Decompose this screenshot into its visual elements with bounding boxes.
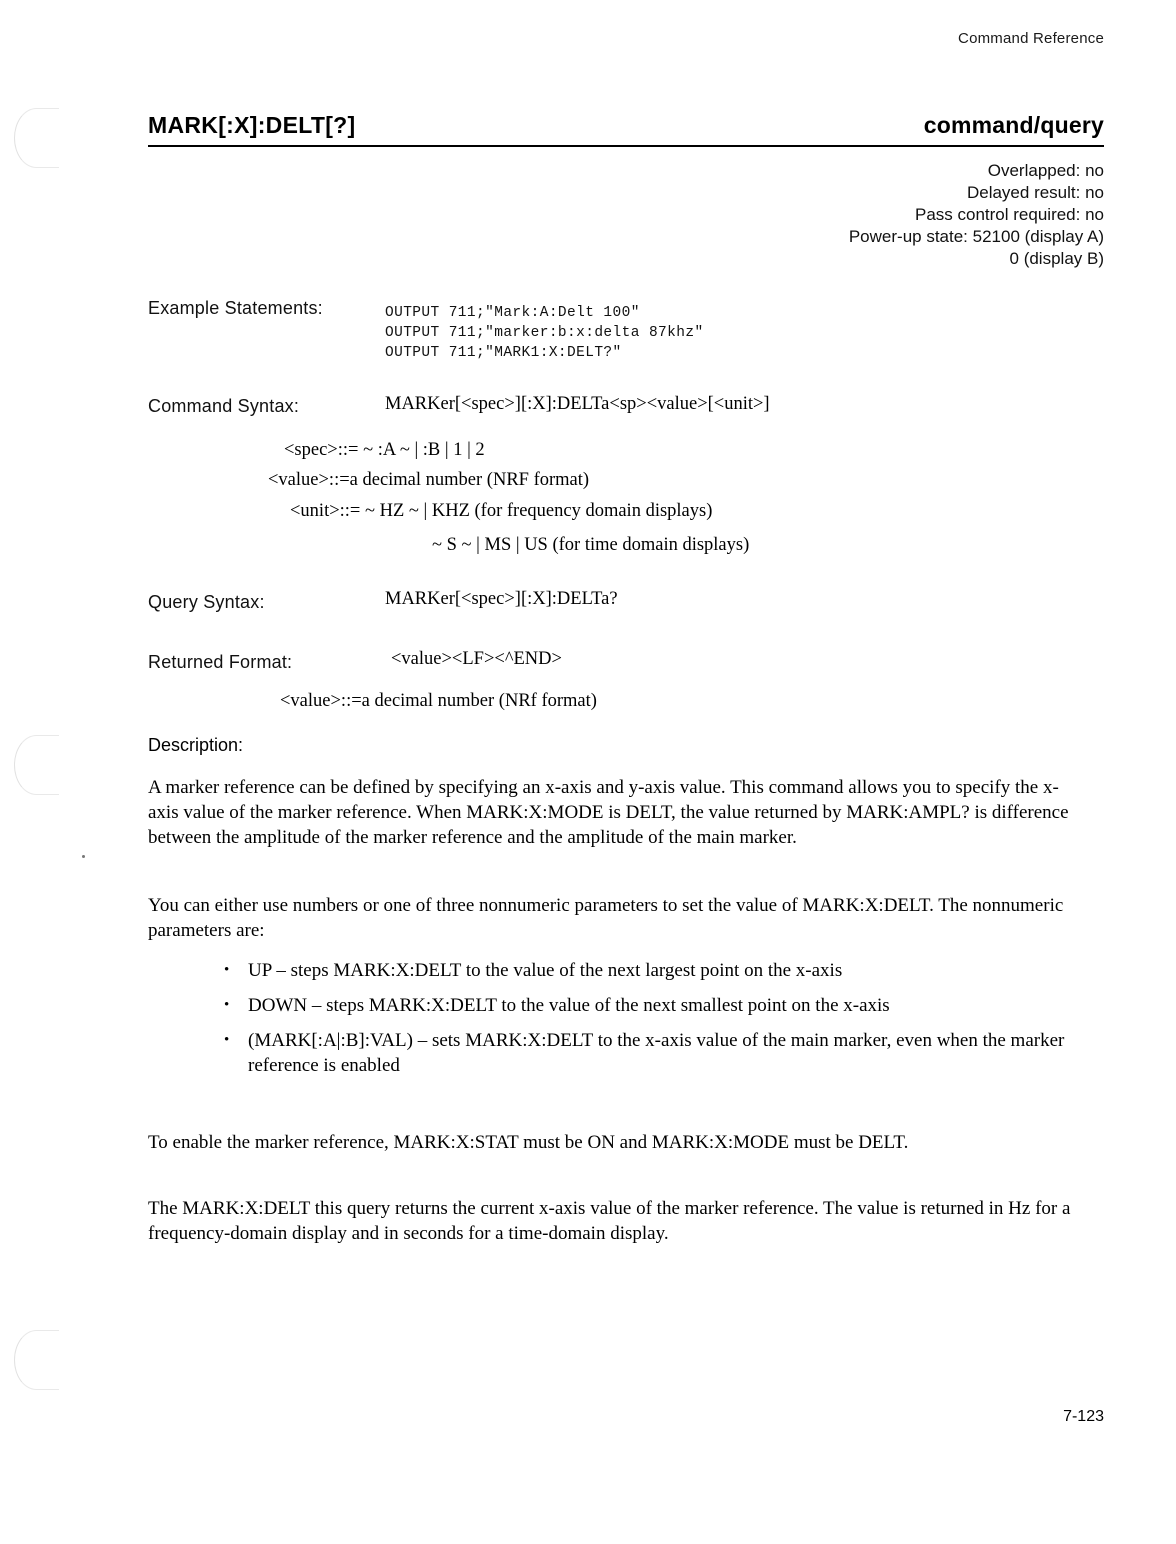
query-syntax-value: MARKer[<spec>][:X]:DELTa? bbox=[385, 589, 618, 609]
hole-punch-mark bbox=[14, 1330, 59, 1390]
running-head: Command Reference bbox=[958, 30, 1104, 47]
hole-punch-mark bbox=[14, 108, 59, 168]
command-title-row bbox=[148, 112, 1104, 147]
list-item: • DOWN – steps MARK:X:DELT to the value of the next smallest point on the x-axis bbox=[224, 993, 1114, 1018]
attribute-power-up-state-b: 0 (display B) bbox=[1009, 249, 1104, 268]
command-param-spec: <spec>::= ~ :A ~ | :B | 1 | 2 bbox=[284, 440, 485, 460]
nonnumeric-parameter-list bbox=[196, 958, 1114, 1088]
description-heading: Description: bbox=[148, 735, 244, 755]
example-statement-line: OUTPUT 711;"MARK1:X:DELT?" bbox=[385, 345, 622, 361]
list-item: • (MARK[:A|:B]:VAL) – sets MARK:X:DELT to the x-axis value of the main marker, even when the marker reference is enabled bbox=[224, 1028, 1114, 1078]
description-paragraph: To enable the marker reference, MARK:X:STAT must be ON and MARK:X:MODE must be DELT. bbox=[148, 1132, 909, 1153]
command-syntax-label: Command Syntax: bbox=[148, 396, 300, 416]
attribute-delayed-result: Delayed result: no bbox=[966, 183, 1104, 202]
description-paragraph: The MARK:X:DELT this query returns the current x-axis value of the marker reference. The value is returned in Hz for a frequency-domain display and in seconds for a time-domain display. bbox=[148, 1198, 1071, 1244]
page-number: 7-123 bbox=[1063, 1408, 1104, 1425]
attribute-pass-control: Pass control required: no bbox=[915, 205, 1104, 224]
scan-speck bbox=[82, 855, 85, 858]
example-statement-line: OUTPUT 711;"Mark:A:Delt 100" bbox=[385, 305, 640, 321]
command-syntax-value: MARKer[<spec>][:X]:DELTa<sp><value>[<unit>] bbox=[385, 394, 770, 414]
returned-value-definition: <value>::=a decimal number (NRf format) bbox=[280, 691, 597, 711]
description-paragraph: You can either use numbers or one of three nonnumeric parameters to set the value of MARK:X:DELT. The nonnumeric parameters are: bbox=[148, 895, 1064, 941]
description-paragraph: A marker reference can be defined by specifying an x-axis and y-axis value. This command allows you to specify the x-axis value of the marker reference. When MARK:X:MODE is DELT, the value returned by MARK:AMPL? is difference between the amplitude of the marker reference and the amplitude of the main marker. bbox=[148, 777, 1069, 848]
command-attributes bbox=[849, 160, 1104, 270]
list-item: • UP – steps MARK:X:DELT to the value of the next largest point on the x-axis bbox=[224, 958, 1114, 983]
returned-format-value: <value><LF><^END> bbox=[391, 649, 562, 669]
query-syntax-label: Query Syntax: bbox=[148, 592, 265, 612]
attribute-overlapped: Overlapped: no bbox=[987, 161, 1104, 180]
returned-format-label: Returned Format: bbox=[148, 652, 293, 672]
command-param-value: <value>::=a decimal number (NRF format) bbox=[268, 470, 590, 490]
command-param-unit: <unit>::= ~ HZ ~ | KHZ (for frequency domain displays) bbox=[290, 501, 713, 521]
example-statements-block bbox=[385, 303, 704, 363]
example-statement-line: OUTPUT 711;"marker:b:x:delta 87khz" bbox=[385, 325, 704, 341]
command-type-label: command/query bbox=[923, 112, 1104, 138]
example-statements-label: Example Statements: bbox=[148, 298, 323, 318]
attribute-power-up-state: Power-up state: 52100 (display A) bbox=[848, 227, 1104, 246]
hole-punch-mark bbox=[14, 735, 59, 795]
page-title: MARK[:X]:DELT[?] bbox=[148, 112, 356, 138]
command-param-unit-time: ~ S ~ | MS | US (for time domain displays) bbox=[432, 535, 750, 555]
